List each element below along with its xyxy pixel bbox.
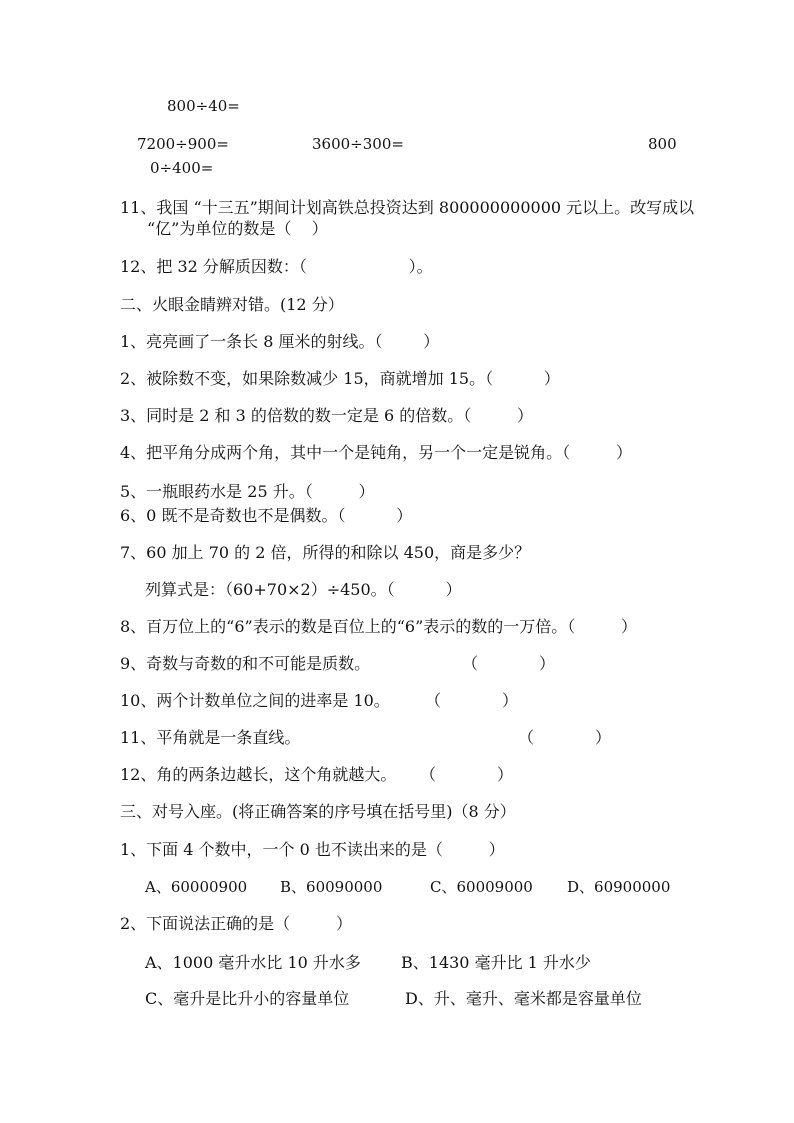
tf-item-12: 12、角的两条边越长，这个角就越大。 — [120, 765, 397, 784]
mc-q1-option-d: D、60900000 — [567, 878, 671, 896]
tf-item-1: 1、亮亮画了一条长 8 厘米的射线。（ ） — [120, 332, 440, 351]
section-2-heading: 二、火眼金睛辨对错。(12 分） — [120, 295, 344, 314]
tf-item-3: 3、同时是 2 和 3 的倍数的数一定是 6 的倍数。（ ） — [120, 406, 534, 425]
tf-item-11-answer-blank: （ ） — [518, 728, 612, 747]
calc-7200-div-900: 7200÷900= — [137, 135, 229, 153]
tf-item-8: 8、百万位上的“6”表示的数是百位上的“6”表示的数的一万倍。（ ） — [120, 617, 638, 636]
tf-item-5: 5、一瓶眼药水是 25 升。（ ） — [120, 482, 375, 501]
question-11-line1: 11、我国 “十三五”期间计划高铁总投资达到 800000000000 元以上。改写成以 — [120, 198, 695, 217]
tf-item-11: 11、平角就是一条直线。 — [120, 728, 301, 747]
tf-item-9: 9、奇数与奇数的和不可能是质数。 — [120, 654, 371, 673]
calc-800-div-40: 800÷40= — [167, 97, 240, 115]
mc-q1-option-a: A、60000900 — [145, 878, 248, 896]
calc-3600-div-300: 3600÷300= — [312, 135, 404, 153]
tf-item-12-answer-blank: （ ） — [420, 765, 514, 784]
mc-q1-option-c: C、60009000 — [430, 878, 533, 896]
section-3-heading: 三、对号入座。(将正确答案的序号填在括号里)（8 分） — [120, 802, 516, 821]
tf-item-10: 10、两个计数单位之间的进率是 10。 — [120, 691, 390, 710]
mc-q1-option-b: B、60090000 — [280, 878, 383, 896]
calc-800-fragment: 800 — [648, 135, 677, 153]
tf-item-10-answer-blank: （ ） — [425, 691, 519, 710]
question-11-line2: “亿”为单位的数是（ ） — [147, 219, 328, 238]
mc-question-1: 1、下面 4 个数中，一个 0 也不读出来的是（ ） — [120, 840, 505, 859]
tf-item-6: 6、0 既不是奇数也不是偶数。（ ） — [120, 506, 413, 525]
tf-item-9-answer-blank: （ ） — [462, 654, 556, 673]
calc-0-div-400: 0÷400= — [150, 159, 214, 177]
mc-q2-option-d: D、升、毫升、毫米都是容量单位 — [405, 989, 642, 1008]
mc-q2-option-a: A、1000 毫升水比 10 升水多 — [145, 953, 361, 972]
tf-item-7-question: 7、60 加上 70 的 2 倍，所得的和除以 450，商是多少？ — [120, 543, 531, 562]
mc-q2-option-b: B、1430 毫升比 1 升水少 — [401, 953, 591, 972]
tf-item-4: 4、把平角分成两个角，其中一个是钝角，另一个一定是锐角。（ ） — [120, 443, 632, 462]
tf-item-7-expression: 列算式是：（60+70×2）÷450。（ ） — [145, 580, 462, 599]
mc-question-2: 2、下面说法正确的是（ ） — [120, 914, 352, 933]
question-12: 12、把 32 分解质因数：（ ）。 — [120, 257, 433, 276]
tf-item-2: 2、被除数不变，如果除数减少 15，商就增加 15。（ ） — [120, 369, 560, 388]
mc-q2-option-c: C、毫升是比升小的容量单位 — [145, 989, 350, 1008]
